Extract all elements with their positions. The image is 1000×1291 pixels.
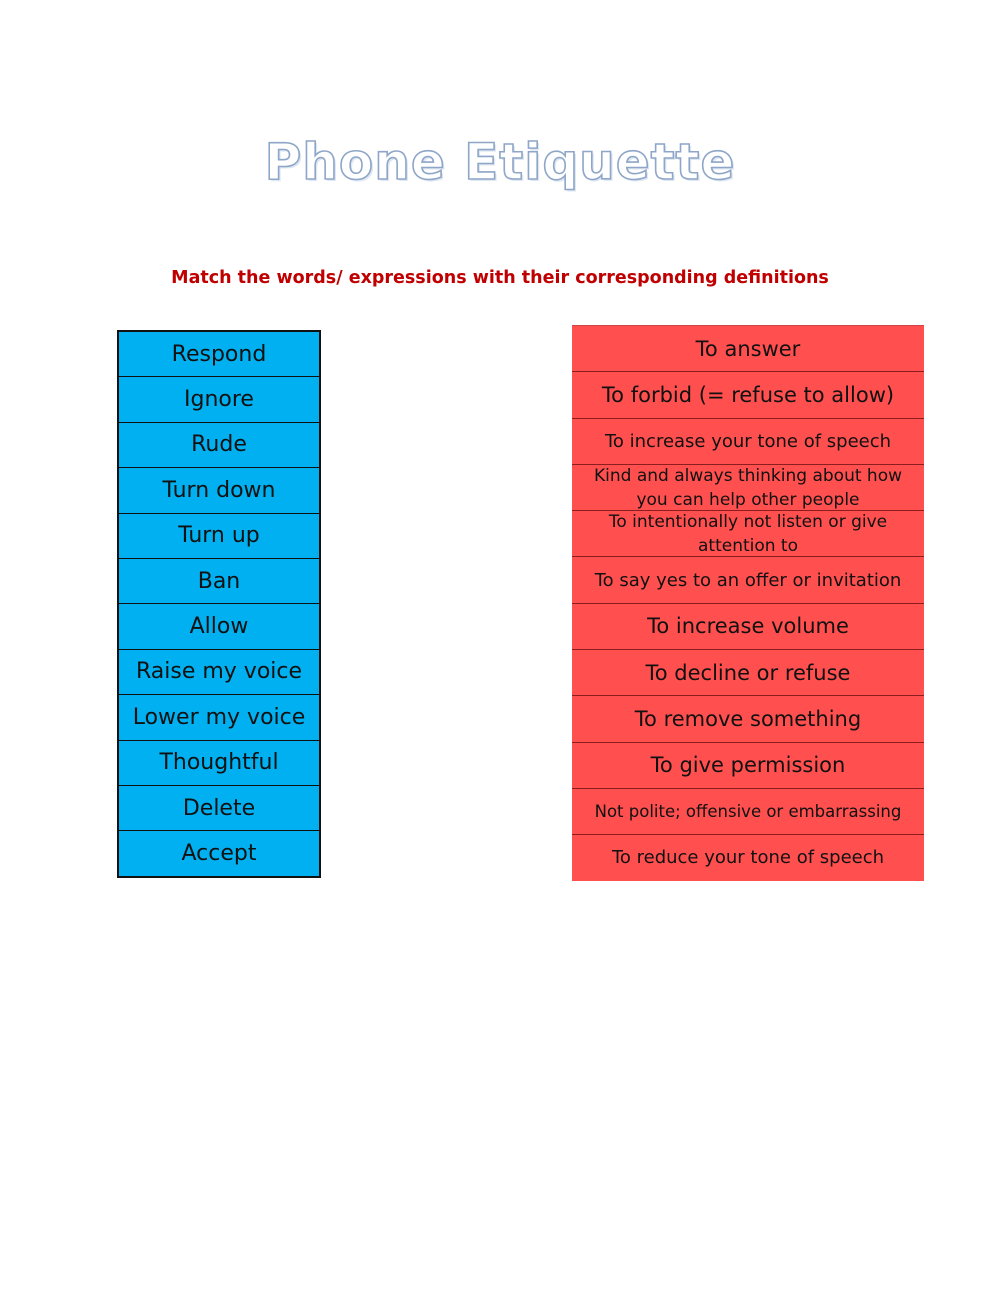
word-card[interactable]: Ignore [119, 377, 319, 422]
definition-card[interactable]: To give permission [572, 742, 924, 788]
word-card[interactable]: Delete [119, 786, 319, 831]
definition-card[interactable]: To answer [572, 325, 924, 371]
word-card[interactable]: Rude [119, 423, 319, 468]
word-card[interactable]: Ban [119, 559, 319, 604]
definition-card[interactable]: To increase volume [572, 603, 924, 649]
word-card[interactable]: Lower my voice [119, 695, 319, 740]
word-card[interactable]: Thoughtful [119, 741, 319, 786]
word-card[interactable]: Turn up [119, 514, 319, 559]
definition-card[interactable]: Kind and always thinking about how you can help other people [572, 464, 924, 510]
definitions-column [572, 325, 924, 881]
word-card[interactable]: Respond [119, 332, 319, 377]
page-title: Phone Etiquette [264, 133, 736, 191]
instruction-text: Match the words/ expressions with their corresponding definitions [171, 268, 829, 288]
definition-card[interactable]: To remove something [572, 695, 924, 741]
word-card[interactable]: Allow [119, 604, 319, 649]
definition-card[interactable]: To say yes to an offer or invitation [572, 556, 924, 602]
words-column [117, 330, 321, 878]
definition-card[interactable]: To intentionally not listen or give attention to [572, 510, 924, 556]
definition-card[interactable]: Not polite; offensive or embarrassing [572, 788, 924, 834]
word-card[interactable]: Turn down [119, 468, 319, 513]
definition-card[interactable]: To increase your tone of speech [572, 418, 924, 464]
word-card[interactable]: Raise my voice [119, 650, 319, 695]
word-card[interactable]: Accept [119, 831, 319, 876]
definition-card[interactable]: To reduce your tone of speech [572, 834, 924, 880]
definition-card[interactable]: To forbid (= refuse to allow) [572, 371, 924, 417]
definition-card[interactable]: To decline or refuse [572, 649, 924, 695]
